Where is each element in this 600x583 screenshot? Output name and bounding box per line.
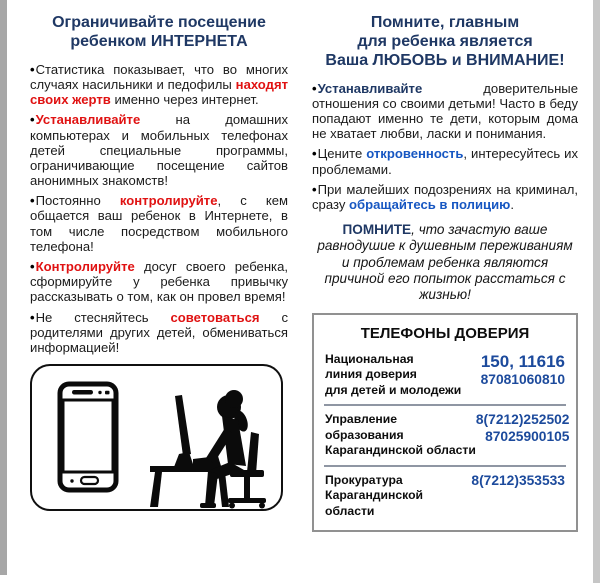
bullet-text: на домашних компьютерах и мобильных телефонах детей специальные программы, ограничивающие посещение сайтов анонимных знакомств! (30, 112, 288, 189)
reminder-note (316, 222, 574, 304)
hotline-label-line: Карагандинской области (325, 443, 476, 458)
left-heading-line-2: ребенком ИНТЕРНЕТА (70, 32, 248, 50)
hotline-row-prosecutor (324, 472, 566, 520)
bullet-text: Цените (317, 146, 367, 162)
phone-number: 8(7212)353533 (471, 472, 565, 488)
bullet-value-openness (312, 146, 578, 176)
phone-number: 8(7212)252502 (475, 412, 570, 428)
page-edge-right (593, 0, 600, 583)
bullet-text: , с кем общается ваш ребенок в Интернете, в том числе посредством мобильного телефона! (30, 193, 288, 254)
left-heading-line-1: Ограничивайте посещение (52, 14, 266, 31)
bullet-contact-police (312, 182, 578, 212)
hotline-box-title: ТЕЛЕФОНЫ ДОВЕРИЯ (360, 324, 530, 342)
hotline-label-line: Управление (325, 412, 398, 427)
hotline-divider (324, 404, 566, 406)
reminder-text: , что зачастую ваше равнодушие к душевным переживаниям и проблемам ребенка являются причиной его попыток расстаться с жизнью! (317, 222, 573, 303)
hotline-label (325, 473, 423, 519)
hotline-row-national-line (324, 351, 566, 399)
highlight-text: Устанавливайте (317, 80, 423, 96)
bullet-text: доверительные отношения со своими детьми! Часто в беду попадают именно те дети, которым дома не хватает любви, ласки и понимания. (312, 80, 578, 142)
bullet-text: Статистика показывает, что во многих случаях насильники и педофилы (30, 61, 288, 92)
hotline-label-line: образования (325, 427, 404, 442)
phone-number: 150, 11616 (480, 351, 565, 371)
hotline-label-line: Карагандинской (325, 488, 424, 503)
bullet-dot: • (30, 193, 35, 209)
bullet-text: досуг своего ребенка, сформируйте у ребенка привычку рассказывать о том, как он провел время! (30, 259, 288, 305)
reminder-lead: ПОМНИТЕ (342, 222, 412, 238)
right-heading (312, 14, 578, 71)
highlight-text: советоваться (170, 309, 260, 325)
bullet-text: Постоянно (35, 193, 120, 209)
person-at-computer-icon (150, 390, 266, 509)
right-heading-line-3: Ваша ЛЮБОВЬ и ВНИМАНИЕ! (325, 51, 565, 69)
right-heading-line-1: Помните, главным (370, 14, 520, 31)
bullet-dot: • (30, 259, 35, 274)
bullet-install-programs (30, 112, 288, 188)
bullet-dot: • (30, 61, 35, 77)
bullet-dot: • (312, 80, 317, 96)
bullet-text: Не стесняйтесь (35, 309, 171, 325)
hotline-label-line: области (325, 503, 375, 518)
bullet-dot: • (30, 309, 35, 325)
bullet-dot: • (312, 146, 317, 162)
bullet-dot: • (312, 181, 317, 197)
hotline-numbers (471, 473, 565, 490)
hotline-numbers (481, 352, 565, 390)
hotline-label-line: для детей и молодежи (325, 382, 462, 397)
left-heading (30, 14, 288, 52)
right-column (312, 6, 578, 532)
page-edge-left (0, 0, 7, 575)
hotline-divider (324, 465, 566, 467)
right-heading-line-2: для ребенка является (357, 32, 533, 50)
bullet-text: именно через интернет. (110, 92, 259, 108)
illustration-box (30, 364, 283, 511)
bullet-trust-relations (312, 81, 578, 142)
highlight-text: контролируйте (119, 193, 218, 209)
bullet-statistics (30, 62, 288, 108)
phone-number: 87081060810 (480, 372, 565, 388)
highlight-text: Контролируйте (35, 259, 135, 274)
hotline-label-line: линия доверия (325, 367, 417, 382)
highlight-text: Устанавливайте (35, 112, 141, 128)
hotline-numbers (476, 412, 570, 446)
phone-number: 87025900105 (485, 428, 570, 444)
bullet-monitor-contacts (30, 193, 288, 254)
bullet-text: с родителями других детей, обмениваться информацией! (30, 309, 288, 355)
hotline-label (325, 412, 476, 458)
hotline-row-education-dept (324, 411, 570, 459)
highlight-text: находят своих жертв (30, 76, 288, 108)
highlight-text: откровенность (366, 146, 464, 162)
left-column (30, 6, 288, 511)
bullet-control-leisure (30, 259, 288, 305)
hotline-label-line: Прокуратура (325, 472, 403, 487)
hotline-label-line: Национальная (325, 351, 414, 366)
bullet-text: , интересуйтесь их проблемами. (312, 146, 578, 177)
hotline-box (312, 313, 578, 532)
bullet-text: . (510, 196, 514, 212)
bullet-dot: • (30, 112, 35, 128)
hotline-label (325, 352, 461, 398)
smartphone-icon (60, 384, 116, 490)
bullet-text: При малейших подозрениях на криминал, сразу (312, 181, 578, 212)
bullet-consult-parents (30, 310, 288, 356)
highlight-text: обращайтесь в полицию (349, 196, 511, 212)
